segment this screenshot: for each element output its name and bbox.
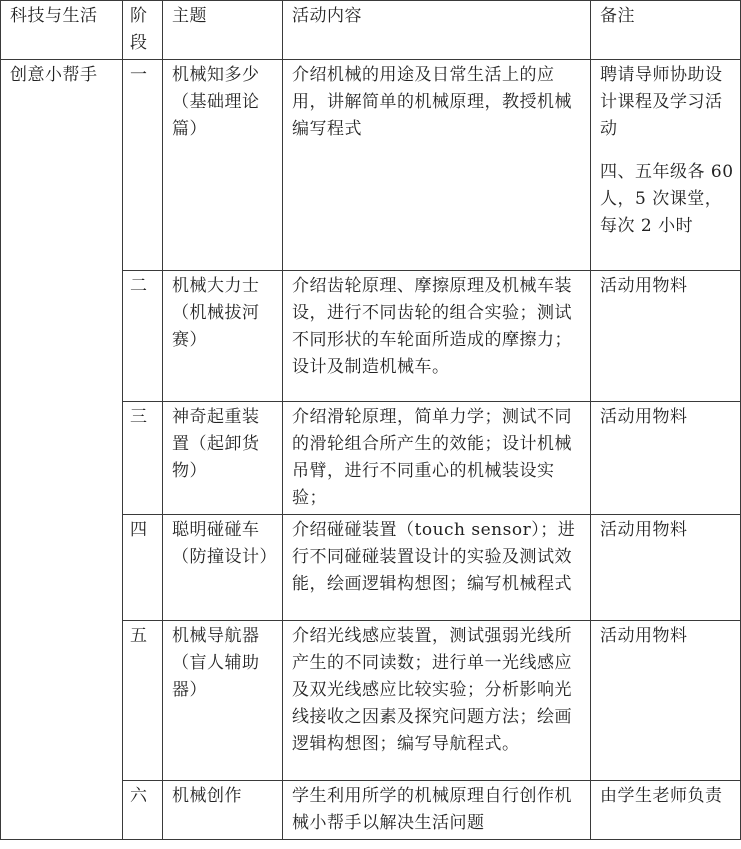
stage-cell: 四 [123,515,163,621]
topic-cell: 神奇起重装置（起卸货物） [163,402,283,515]
notes-cell: 活动用物料 [591,271,741,402]
content-cell: 学生利用所学的机械原理自行创作机械小帮手以解决生活问题 [283,781,591,840]
notes-extra-text: 四、五年级各 60 人，5 次课堂，每次 2 小时 [600,162,734,236]
topic-cell: 机械知多少（基础理论篇） [163,60,283,271]
content-cell: 介绍碰碰装置（touch sensor）；进行不同碰碰装置设计的实验及测试效能，绘画逻辑构想图；编写机械程式 [283,515,591,621]
header-content: 活动内容 [283,1,591,60]
content-cell: 介绍机械的用途及日常生活上的应用，讲解简单的机械原理，教授机械编写程式 [283,60,591,271]
notes-text: 聘请导师协助设计课程及学习活动 [600,65,723,139]
notes-cell: 活动用物料 [591,515,741,621]
program-name: 创意小帮手 [1,60,123,840]
topic-cell: 聪明碰碰车（防撞设计） [163,515,283,621]
table-row [1,60,741,271]
content-cell: 介绍齿轮原理、摩擦原理及机械车装设，进行不同齿轮的组合实验；测试不同形状的车轮面所造成的摩擦力；设计及制造机械车。 [283,271,591,402]
notes-cell: 由学生老师负责 [591,781,741,840]
stage-cell: 五 [123,621,163,781]
notes-cell: 活动用物料 [591,621,741,781]
content-cell: 介绍光线感应装置，测试强弱光线所产生的不同读数；进行单一光线感应及双光线感应比较实验；分析影响光线接收之因素及探究问题方法；绘画逻辑构想图；编写导航程式。 [283,621,591,781]
header-notes: 备注 [591,1,741,60]
header-topic: 主题 [163,1,283,60]
content-cell: 介绍滑轮原理，简单力学；测试不同的滑轮组合所产生的效能；设计机械吊臂，进行不同重心的机械装设实验； [283,402,591,515]
header-category: 科技与生活 [1,1,123,60]
stage-cell: 二 [123,271,163,402]
stage-cell: 三 [123,402,163,515]
topic-cell: 机械创作 [163,781,283,840]
stage-cell: 六 [123,781,163,840]
topic-cell: 机械导航器（盲人辅助器） [163,621,283,781]
header-stage: 阶段 [123,1,163,60]
notes-cell [591,60,741,271]
notes-cell: 活动用物料 [591,402,741,515]
header-row [1,1,741,60]
stage-cell: 一 [123,60,163,271]
topic-cell: 机械大力士（机械拔河赛） [163,271,283,402]
